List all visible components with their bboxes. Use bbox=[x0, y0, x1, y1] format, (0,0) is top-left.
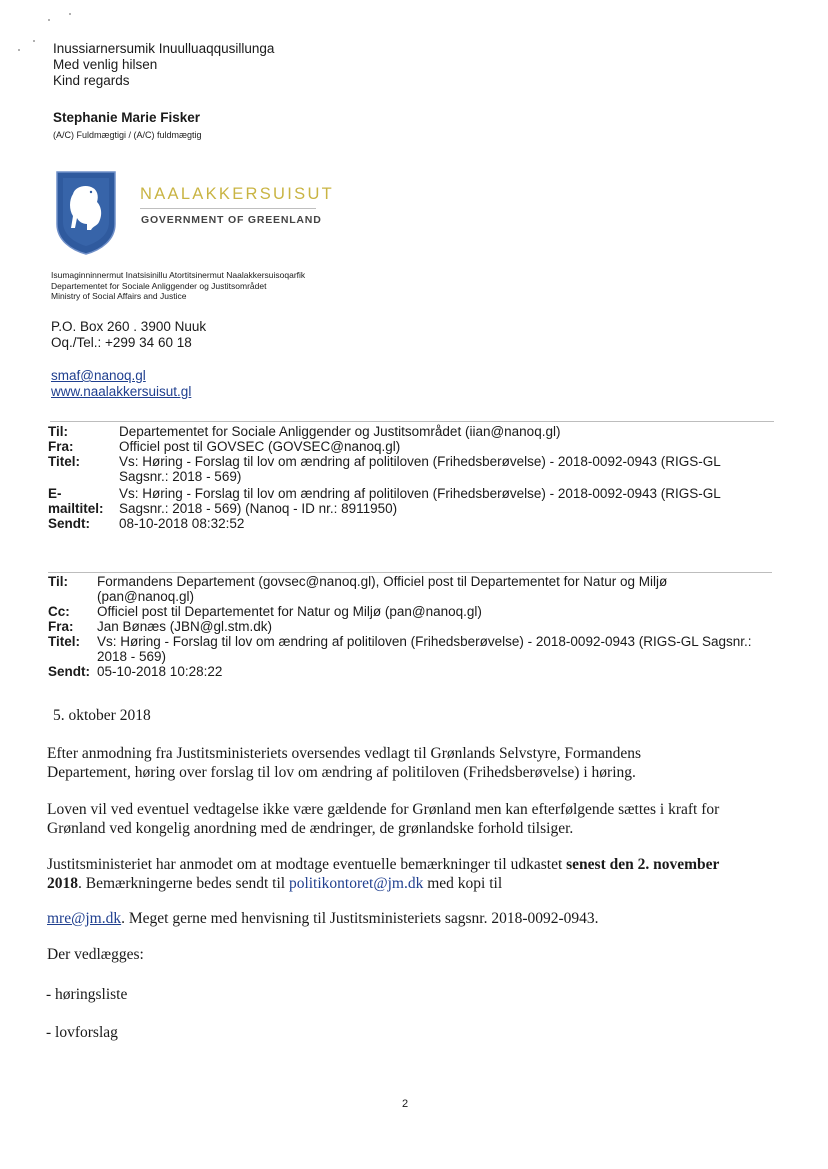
title-value-line2: Sagsnr.: 2018 - 569) bbox=[119, 469, 242, 484]
politikontoret-email-link[interactable]: politikontoret@jm.dk bbox=[288, 875, 424, 892]
paragraph-2-line2: Grønland ved kongelig anordning med de ændringer, de grønlandske forhold tilsiger. bbox=[47, 820, 574, 837]
email-title-label-line2: mailtitel: bbox=[48, 501, 104, 516]
deadline-year: 2018 bbox=[47, 875, 78, 892]
from-value: Officiel post til GOVSEC (GOVSEC@nanoq.gl) bbox=[119, 439, 401, 454]
title-value-line1: Vs: Høring - Forslag til lov om ændring af politiloven (Frihedsberøvelse) - 2018-0092-0943 (RIGS-GL Sagsnr.: bbox=[97, 634, 752, 649]
to-value-line2: (pan@nanoq.gl) bbox=[97, 589, 195, 604]
paragraph-3-line2 bbox=[47, 874, 817, 893]
phone-number: Oq./Tel.: +299 34 60 18 bbox=[51, 335, 192, 350]
greenland-coat-of-arms-logo bbox=[53, 168, 119, 256]
to-value-line1: Formandens Departement (govsec@nanoq.gl), Officiel post til Departementet for Natur og Miljø bbox=[97, 574, 668, 589]
email-link[interactable]: smaf@nanoq.gl bbox=[51, 368, 146, 383]
ministry-danish: Departementet for Sociale Anliggender og Justitsområdet bbox=[51, 280, 267, 291]
title-value-line1: Vs: Høring - Forslag til lov om ændring af politiloven (Frihedsberøvelse) - 2018-0092-0943 (RIGS-GL bbox=[119, 454, 721, 469]
deadline-text: senest den 2. november bbox=[566, 856, 720, 873]
header-divider bbox=[50, 421, 774, 422]
scan-speck bbox=[48, 19, 50, 21]
closing-danish: Med venlig hilsen bbox=[53, 57, 158, 72]
logo-wordmark: NAALAKKERSUISUT bbox=[140, 185, 335, 203]
sender-title: (A/C) Fuldmægtigi / (A/C) fuldmægtig bbox=[53, 130, 202, 140]
attachment-item: - lovforslag bbox=[46, 1024, 118, 1041]
logo-subtitle: GOVERNMENT OF GREENLAND bbox=[141, 214, 322, 226]
paragraph-2 bbox=[47, 800, 817, 838]
mre-email-link[interactable]: mre@jm.dk bbox=[47, 910, 122, 927]
postal-address: P.O. Box 260 . 3900 Nuuk bbox=[51, 319, 207, 334]
to-label: Til: bbox=[48, 424, 68, 439]
email-header-1 bbox=[48, 424, 768, 531]
page-number: 2 bbox=[402, 1098, 409, 1110]
closing-english: Kind regards bbox=[53, 73, 130, 88]
paragraph-3-line1 bbox=[47, 855, 817, 874]
paragraph-4-text: . Meget gerne med henvisning til Justitsministeriets sagsnr. 2018-0092-0943. bbox=[121, 910, 599, 927]
header-divider bbox=[48, 572, 772, 573]
signature-block bbox=[53, 41, 274, 89]
scan-speck bbox=[33, 40, 35, 42]
email-title-value-line1: Vs: Høring - Forslag til lov om ændring af politiloven (Frihedsberøvelse) - 2018-0092-0943 (RIGS-GL bbox=[119, 486, 721, 501]
email-header-2 bbox=[48, 574, 778, 679]
contact-links bbox=[51, 368, 191, 400]
paragraph-4 bbox=[47, 909, 817, 928]
ministry-greenlandic: Isumaginninnermut Inatsisinillu Atortitsinermut Naalakkersuisoqarfik bbox=[51, 270, 306, 280]
paragraph-3-text: med kopi til bbox=[423, 875, 503, 892]
email-title-label-line1: E- bbox=[48, 486, 62, 501]
website-link[interactable]: www.naalakkersuisut.gl bbox=[51, 384, 192, 399]
attachment-item: - høringsliste bbox=[46, 986, 128, 1003]
closing-greenlandic: Inussiarnersumik Inuulluaqqusillunga bbox=[53, 41, 275, 56]
attachments-heading: Der vedlægges: bbox=[47, 946, 144, 963]
sent-value: 05-10-2018 10:28:22 bbox=[97, 664, 223, 679]
sent-label: Sendt: bbox=[48, 516, 90, 531]
email-title-value-line2: Sagsnr.: 2018 - 569) (Nanoq - ID nr.: 8911950) bbox=[119, 501, 398, 516]
logo-divider bbox=[140, 208, 316, 209]
sent-label: Sendt: bbox=[48, 664, 90, 679]
from-value: Jan Bønæs (JBN@gl.stm.dk) bbox=[97, 619, 272, 634]
scan-speck bbox=[18, 49, 20, 51]
scan-speck bbox=[69, 13, 71, 15]
from-label: Fra: bbox=[48, 439, 74, 454]
sender-name: Stephanie Marie Fisker bbox=[53, 110, 201, 125]
title-value-line2: 2018 - 569) bbox=[97, 649, 167, 664]
cc-label: Cc: bbox=[48, 604, 70, 619]
to-label: Til: bbox=[48, 574, 68, 589]
paragraph-3-text: . Bemærkningerne bedes sendt til bbox=[78, 875, 289, 892]
letter-date: 5. oktober 2018 bbox=[53, 707, 151, 724]
contact-block bbox=[51, 319, 206, 351]
ministry-english: Ministry of Social Affairs and Justice bbox=[51, 291, 187, 301]
paragraph-3 bbox=[47, 855, 817, 893]
paragraph-1 bbox=[47, 744, 807, 782]
to-value: Departementet for Sociale Anliggender og Justitsområdet (iian@nanoq.gl) bbox=[119, 424, 561, 439]
sent-value: 08-10-2018 08:32:52 bbox=[119, 516, 245, 531]
ministry-block bbox=[51, 270, 305, 302]
title-label: Titel: bbox=[48, 454, 81, 469]
from-label: Fra: bbox=[48, 619, 74, 634]
cc-value: Officiel post til Departementet for Natur og Miljø (pan@nanoq.gl) bbox=[97, 604, 482, 619]
paragraph-3-text: Justitsministeriet har anmodet om at modtage eventuelle bemærkninger til udkastet bbox=[47, 856, 567, 873]
paragraph-1-line1: Efter anmodning fra Justitsministeriets oversendes vedlagt til Grønlands Selvstyre, Formandens bbox=[47, 745, 642, 762]
paragraph-1-line2: Departement, høring over forslag til lov om ændring af politiloven (Frihedsberøvelse) i høring. bbox=[47, 764, 636, 781]
paragraph-2-line1: Loven vil ved eventuel vedtagelse ikke være gældende for Grønland men kan efterfølgende sættes i kraft for bbox=[47, 801, 720, 818]
title-label: Titel: bbox=[48, 634, 81, 649]
